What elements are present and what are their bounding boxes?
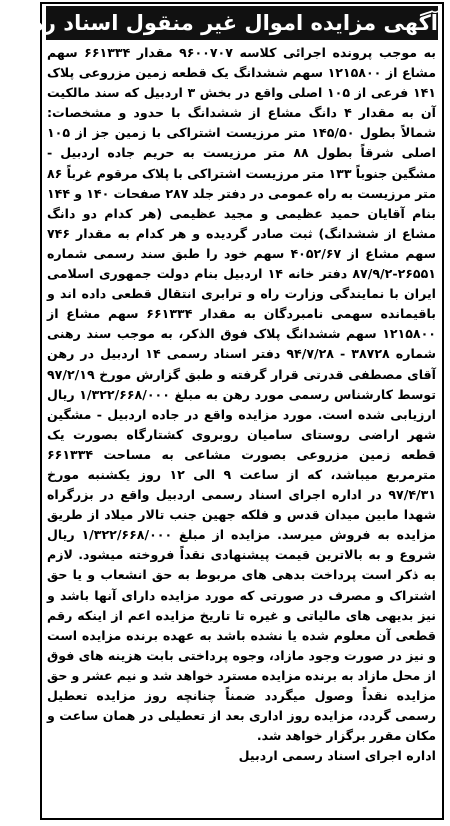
notice-paragraph: به موجب پرونده اجرائی کلاسه ۹۶۰۰۷۰۷ مقدار ۶۶۱۳۳۴ سهم مشاع از ۱۲۱۵۸۰۰ سهم ششدانگ یک قطعه زمین مزروعی پلاک ۱۴۱ فرعی از ۱۰۵ اصلی واقع در بخش ۳ اردبیل که سند مالکیت آن به مقدار ۴ دانگ مشاع از ششدانگ با حدود و مشخصات: شمالاً بطول ۱۴۵/۵۰ متر مرزیست اشتراکی با زمین جز از ۱۰۵ اصلی شرقاً بطول ۸۸ متر مرزیست به حریم جاده اردبیل - مشگین جنوباً ۱۳۳ متر مرزیست اشتراکی با پلاک مرقوم غرباً ۸۶ متر مرزیست به راه عمومی در دفتر جلد ۲۸۷ صفحات ۱۴۰ و ۱۴۴ بنام آقایان حمید عظیمی و مجید عظیمی (هر کدام دو دانگ مشاع از ششدانگ) ثبت صادر گردیده و هر کدام به مقدار ۷۴۶ سهم مشاع از ۴۰۵۲/۶۷ سهم خود را طبق سند رسمی شماره ۲۶۵۵۱-۸۷/۹/۲ دفتر خانه ۱۴ اردبیل بنام دولت جمهوری اسلامی ایران با نمایندگی وزارت راه و ترابری انتقال قطعی داده اند و باقیمانده سهمی نامبردگان به مقدار ۶۶۱۳۳۴ سهم مشاع از ۱۲۱۵۸۰۰ سهم ششدانگ پلاک فوق الذکر، به موجب سند رهنی شماره ۳۸۷۲۸ - ۹۴/۷/۲۸ دفتر اسناد رسمی ۱۴ اردبیل در رهن آقای مصطفی قدرتی قرار گرفته و طبق گزارش مورخ ۹۷/۲/۱۹ توسط کارشناس رسمی مورد رهن به مبلغ ۱/۳۲۲/۶۶۸/۰۰۰ ریال ارزیابی شده است. مورد مزایده واقع در جاده اردبیل - مشگین شهر اراضی روستای سامیان روبروی کشتارگاه بصورت یک قطعه زمین مزروعی بصورت مشاعی به مساحت ۶۶۱۳۳۴ مترمربع میباشد، که از ساعت ۹ الی ۱۲ روز یکشنبه مورخ ۹۷/۴/۳۱ در اداره اجرای اسناد رسمی اردبیل واقع در بزرگراه شهدا مابین میدان قدس و فلکه جهین جنب تالار میلاد از طریق مزایده به فروش میرسد. مزایده از مبلغ ۱/۳۲۲/۶۶۸/۰۰۰ ریال شروع و به بالاترین قیمت پیشنهادی نقداً فروخته میشود. لازم به ذکر است پرداخت بدهی های مربوط به حق انشعاب و یا حق اشتراک و مصرف در صورتی که مورد مزایده دارای آنها باشد و نیز بدیهی های مالیاتی و غیره تا تاریخ مزایده اعم از اینکه رقم قطعی آن معلوم شده یا نشده باشد به عهده برنده مزایده است و نیز در صورت وجود مازاد، وجوه پرداختی بابت هزینه های فوق از محل مازاد به برنده مزایده مسترد خواهد شد و نیم عشر و حق مزایده نقداً وصول میگردد ضمناً چنانچه روز مزایده تعطیل رسمی گردد، مزایده روز اداری بعد از تعطیلی در همان ساعت و مکان مقرر برگزار خواهد شد.: [47, 45, 437, 744]
auction-notice: [0, 2, 444, 820]
notice-title: آگهی مزایده اموال غیر منقول اسناد رهنی: [46, 6, 438, 40]
notice-signature: اداره اجرای اسناد رسمی اردبیل: [238, 748, 436, 764]
notice-body: [47, 43, 436, 746]
